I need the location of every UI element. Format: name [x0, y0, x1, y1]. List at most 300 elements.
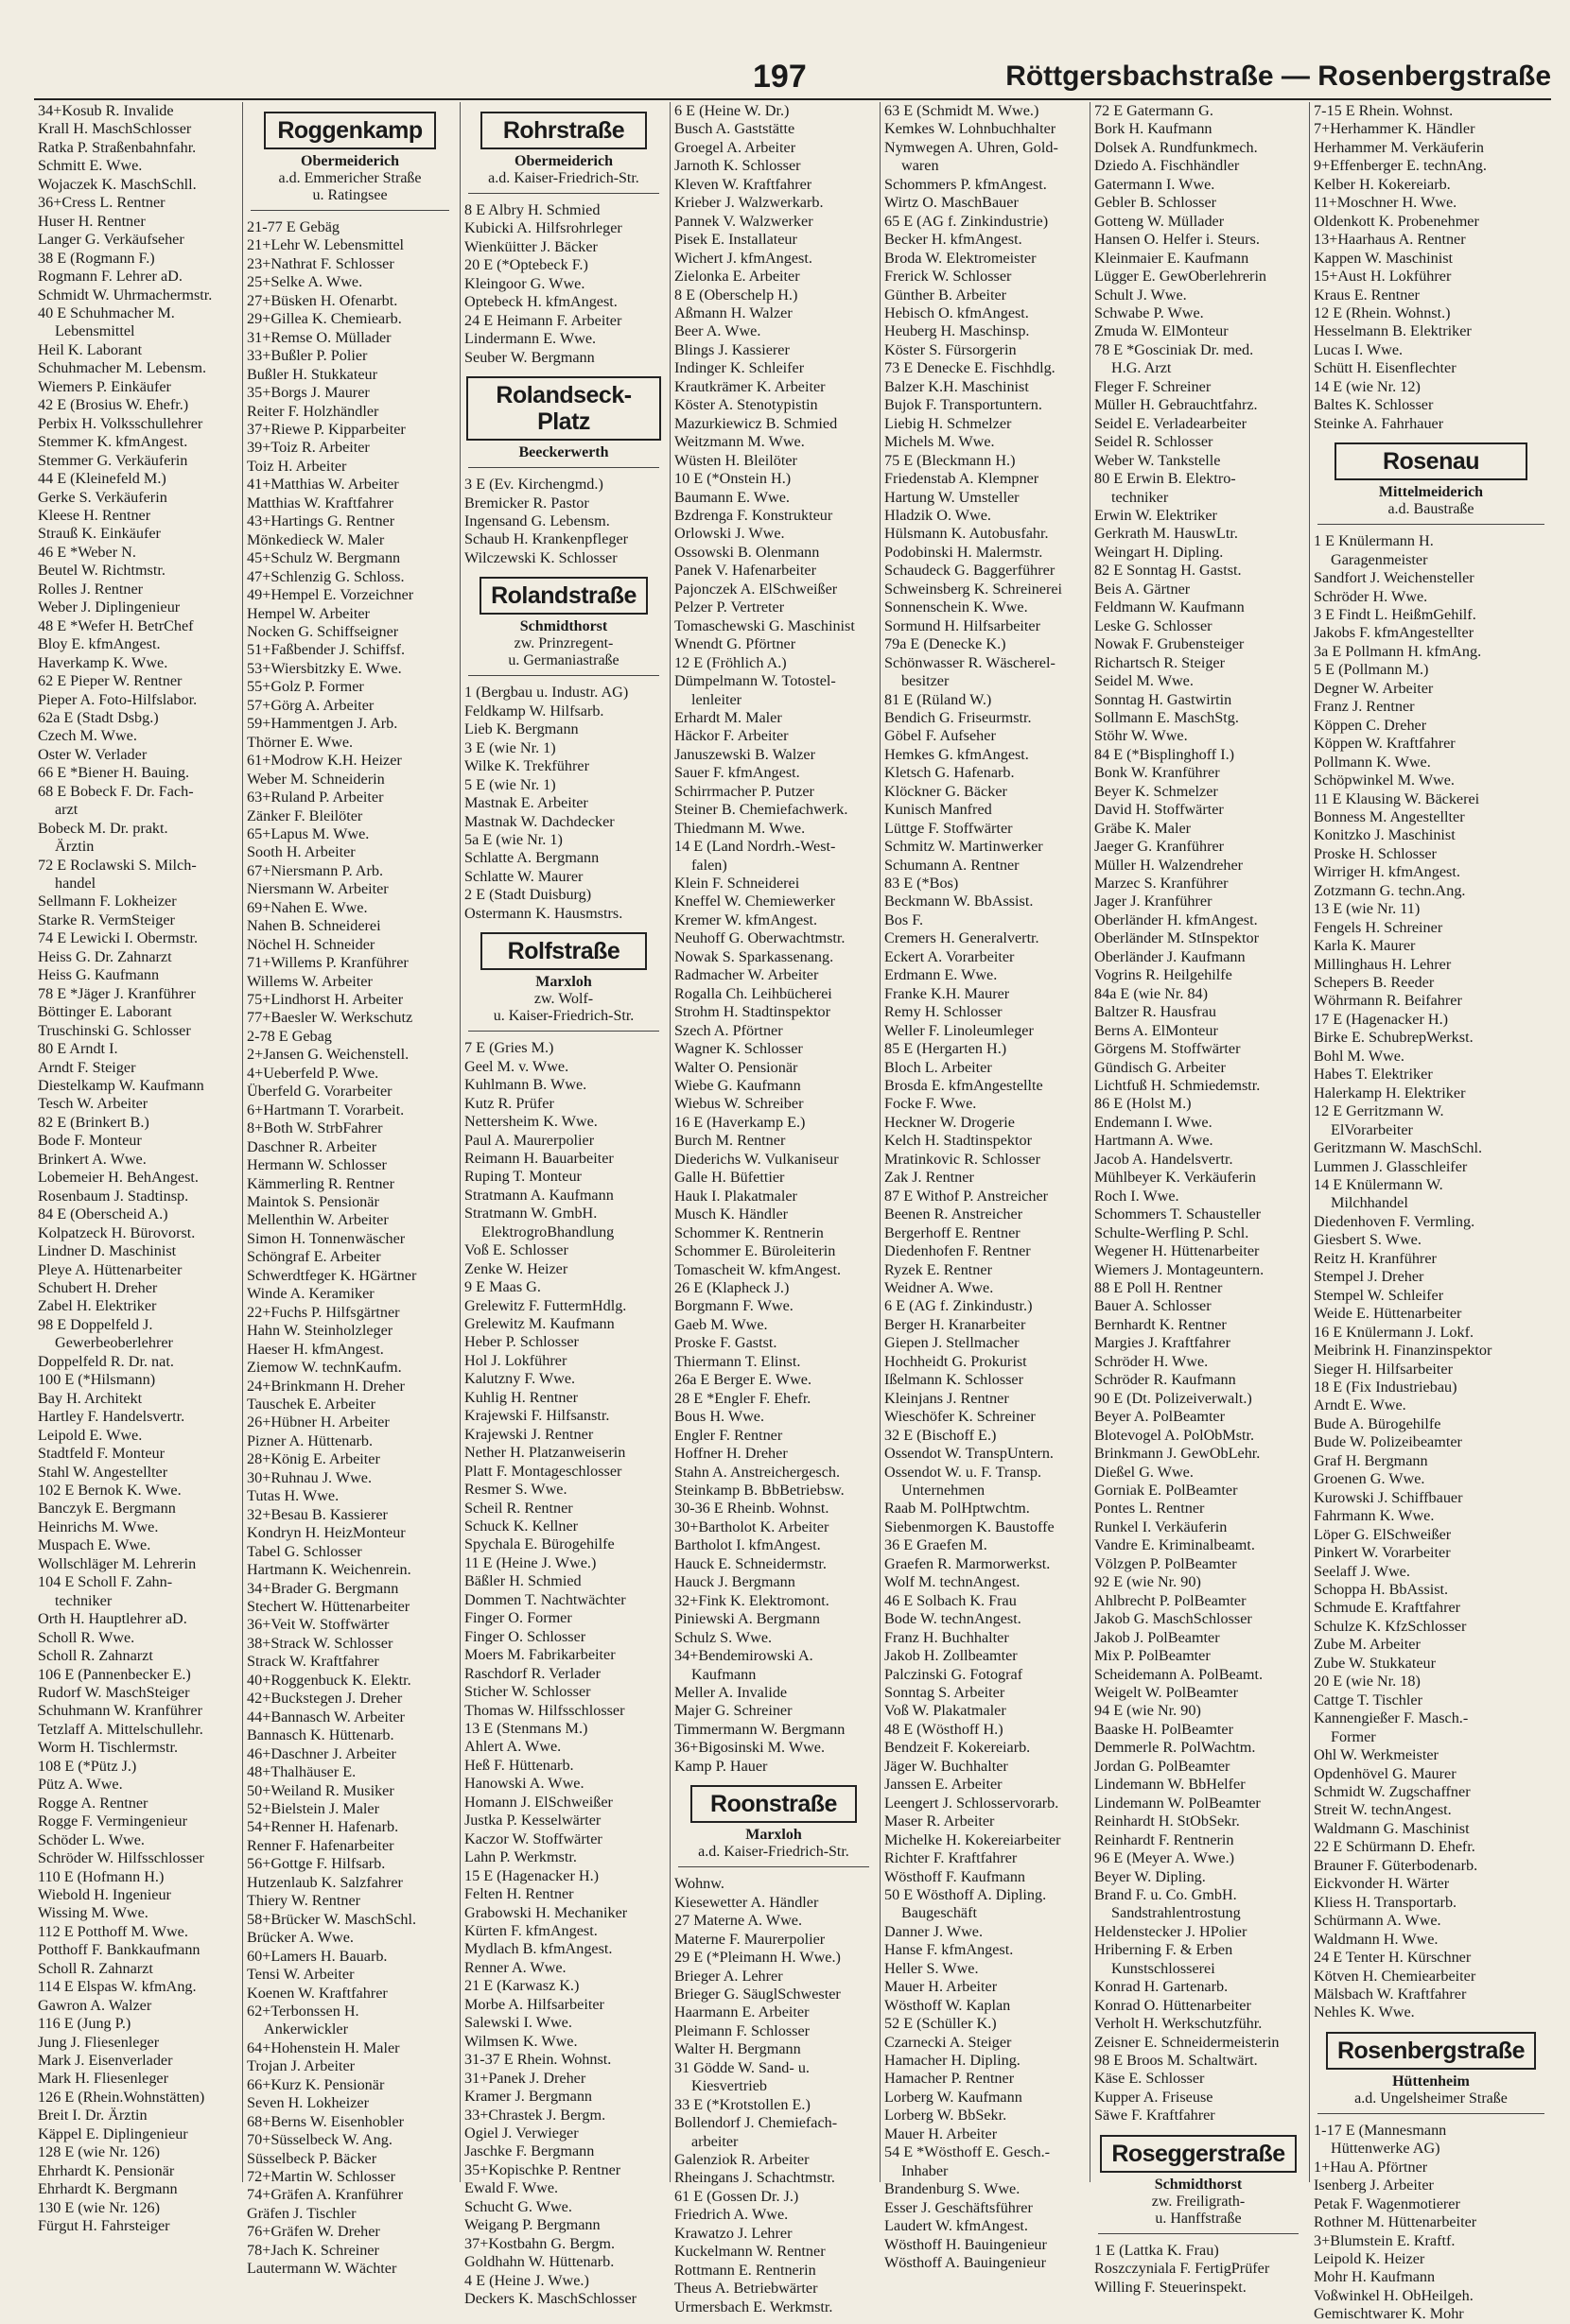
directory-entry: techniker [1111, 488, 1169, 506]
directory-entry: Podobinski H. Malermstr. [884, 543, 1043, 561]
directory-entry: Ewald F. Wwe. [464, 2179, 559, 2197]
directory-entry: Bujok F. Transportuntern. [884, 396, 1042, 414]
directory-entry: Gräbe K. Maler [1094, 819, 1192, 837]
directory-entry: Blotevogel A. PolObMstr. [1094, 1426, 1255, 1444]
directory-entry: 98 E Doppelfeld J. [38, 1315, 153, 1333]
directory-entry: Willems W. Arbeiter [247, 972, 373, 990]
directory-entry: Rothner M. Hüttenarbeiter [1314, 2213, 1477, 2231]
section-rule [251, 210, 449, 211]
directory-entry: Hartmann A. Wwe. [1094, 1132, 1213, 1150]
directory-entry: Krautkrämer K. Arbeiter [674, 377, 826, 395]
directory-entry: Lucas I. Wwe. [1314, 340, 1404, 358]
directory-entry: 35+Kopischke P. Rentner [464, 2160, 621, 2178]
directory-entry: Wiebe G. Kaufmann [674, 1077, 801, 1095]
directory-entry: 74+Gräfen A. Kranführer [247, 2186, 404, 2204]
directory-entry: Krawatzo J. Lehrer [674, 2224, 793, 2242]
directory-entry: Krieber J. Walzwerkarb. [674, 194, 824, 212]
directory-entry: 24+Brinkmann H. Dreher [247, 1377, 405, 1395]
directory-entry: Brauner F. Güterbodenarb. [1314, 1856, 1478, 1874]
directory-entry: 44 E (Kleinefeld M.) [38, 470, 166, 488]
directory-entry: waren [901, 157, 939, 175]
directory-entry: Heuberg H. Maschinsp. [884, 322, 1030, 340]
directory-entry: 14 E (wie Nr. 12) [1314, 377, 1421, 395]
directory-entry: Wagner K. Schlosser [674, 1040, 803, 1058]
directory-entry: 37+Riewe P. Kipparbeiter [247, 420, 406, 438]
directory-entry: Hemkes G. kfmAngest. [884, 745, 1029, 763]
directory-entry: 1+Hau A. Pförtner [1314, 2158, 1428, 2176]
directory-entry: 61+Modrow K.H. Heizer [247, 752, 402, 770]
directory-entry: Überfeld G. Vorarbeiter [247, 1083, 392, 1101]
directory-entry: Oberländer M. StInspektor [1094, 929, 1259, 947]
directory-entry: Gerkrath M. HauswLtr. [1094, 525, 1238, 543]
section-rule [1317, 524, 1544, 525]
directory-entry: Lautermann W. Wächter [247, 2260, 397, 2278]
directory-entry: Schröder R. Kaufmann [1094, 1371, 1236, 1389]
directory-entry: Müller H. Walzendreher [1094, 856, 1244, 874]
directory-entry: Schmude E. Kraftfahrer [1314, 1599, 1461, 1617]
directory-entry: Seidel R. Schlosser [1094, 433, 1213, 451]
directory-entry: 72 E Roclawski S. Milch- [38, 856, 197, 874]
directory-entry: 17 E (Hagenacker H.) [1314, 1010, 1449, 1028]
section-rule [1098, 2233, 1299, 2234]
directory-entry: Lieb K. Bergmann [464, 720, 579, 738]
directory-entry: Sonntag H. Gastwirtin [1094, 690, 1232, 708]
directory-entry: 104 E Scholl F. Zahn- [38, 1573, 173, 1591]
directory-entry: 61 E (Gossen Dr. J.) [674, 2187, 799, 2205]
directory-entry: Kleven W. Kraftfahrer [674, 175, 812, 193]
directory-entry: 76+Gräfen W. Dreher [247, 2223, 380, 2241]
directory-entry: Sandstrahlentrostung [1111, 1904, 1241, 1922]
directory-entry: Grelewitz F. FuttermHdlg. [464, 1296, 627, 1314]
directory-entry: Zak J. Rentner [884, 1169, 974, 1187]
directory-entry: Bode W. technAngest. [884, 1610, 1021, 1628]
directory-entry: 31 Gödde W. Sand- u. [674, 2058, 810, 2076]
directory-entry: Schwabe P. Wwe. [1094, 304, 1204, 321]
directory-entry: Tomaschewski G. Maschinist [674, 616, 855, 634]
directory-entry: Pontes L. Rentner [1094, 1500, 1205, 1518]
directory-entry: 50+Weiland R. Musiker [247, 1781, 394, 1799]
directory-entry: Bonk W. Kranführer [1094, 764, 1220, 782]
directory-entry: 3+Blumstein E. Kraftf. [1314, 2231, 1456, 2249]
directory-entry: Engler F. Rentner [674, 1426, 783, 1444]
directory-entry: Nocken G. Schiffseigner [247, 622, 399, 640]
directory-entry: Beis A. Gärtner [1094, 580, 1191, 598]
directory-entry: Sonntag S. Arbeiter [884, 1683, 1005, 1701]
directory-entry: Finger O. Former [464, 1609, 572, 1627]
directory-entry: Neuhoff G. Oberwachtmstr. [674, 929, 846, 947]
directory-entry: Kunisch Manfred [884, 801, 992, 819]
directory-entry: Halerkamp H. Elektriker [1314, 1084, 1466, 1101]
directory-entry: Heil K. Laborant [38, 340, 143, 358]
directory-entry: Schmitt E. Wwe. [38, 157, 143, 175]
directory-entry: Stahl W. Angestellter [38, 1463, 168, 1481]
street-district: Obermeiderich [515, 153, 613, 169]
street-district: u. Ratingsee [312, 187, 388, 203]
directory-entry: Mix P. PolBeamter [1094, 1647, 1211, 1665]
directory-entry: 48+Thalhäuser E. [247, 1763, 357, 1781]
directory-entry: Bauer A. Schlosser [1094, 1297, 1212, 1315]
directory-entry: Sormund H. Hilfsarbeiter [884, 616, 1040, 634]
directory-entry: techniker [55, 1591, 113, 1609]
directory-entry: Toiz H. Arbeiter [247, 457, 347, 475]
directory-entry: Pollmann K. Wwe. [1314, 753, 1431, 771]
directory-entry: Pajonczek A. ElSchweißer [674, 580, 838, 598]
directory-entry: Brosda E. kfmAngestellte [884, 1077, 1043, 1095]
page-number: 197 [753, 59, 807, 95]
street-district: Schmidthorst [519, 618, 608, 635]
directory-entry: Ärztin [55, 838, 95, 856]
directory-entry: 58+Brücker W. MaschSchl. [247, 1910, 417, 1928]
directory-entry: Brandenburg S. Wwe. [884, 2180, 1020, 2198]
directory-entry: Schulze K. KfzSchlosser [1314, 1617, 1467, 1635]
directory-entry: 62 E Pieper W. Rentner [38, 672, 183, 690]
directory-entry: Jäger W. Buchhalter [884, 1757, 1008, 1775]
street-district: a.d. Emmericher Straße [278, 170, 422, 186]
street-district: u. Hanffstraße [1155, 2210, 1242, 2227]
directory-entry: Kunstschlosserei [1111, 1959, 1215, 1977]
directory-entry: Danner J. Wwe. [884, 1922, 983, 1940]
directory-entry: Leengert J. Schlosservorarb. [884, 1794, 1059, 1812]
directory-entry: Panek V. Hafenarbeiter [674, 562, 816, 580]
directory-entry: 3a E Pollmann H. kfmAng. [1314, 642, 1482, 660]
directory-entry: Mydlach B. kfmAngest. [464, 1940, 613, 1958]
directory-entry: Ahlbrecht P. PolBeamter [1094, 1591, 1247, 1609]
directory-entry: Schönwasser R. Wäscherel- [884, 653, 1055, 671]
directory-entry: Materne F. Maurerpolier [674, 1930, 826, 1948]
directory-entry: Kötven H. Chemiearbeiter [1314, 1967, 1476, 1985]
directory-entry: 114 E Elspas W. kfmAng. [38, 1978, 197, 1996]
directory-entry: 72 E Gatermann G. [1094, 102, 1213, 119]
directory-entry: 23+Nathrat F. Schlosser [247, 254, 394, 272]
directory-entry: Kraus E. Rentner [1314, 286, 1420, 304]
directory-entry: Seidel E. Verladearbeiter [1094, 414, 1247, 432]
directory-entry: Krajewski F. Hilfsanstr. [464, 1407, 610, 1425]
directory-entry: Scheil R. Rentner [464, 1499, 573, 1517]
directory-entry: 27 Materne A. Wwe. [674, 1912, 803, 1930]
directory-entry: Steinke A. Fahrhauer [1314, 414, 1444, 432]
directory-entry: Seelaff J. Wwe. [1314, 1562, 1410, 1580]
directory-entry: Reinhardt F. Rentnerin [1094, 1830, 1234, 1848]
directory-entry: Lindner D. Maschinist [38, 1242, 177, 1260]
directory-entry: Garagenmeister [1331, 550, 1428, 568]
directory-entry: Roch I. Wwe. [1094, 1187, 1179, 1205]
directory-entry: Scholl R. Zahnarzt [38, 1647, 153, 1665]
directory-entry: Reitz H. Kranführer [1314, 1249, 1437, 1267]
directory-entry: Broda W. Elektromeister [884, 249, 1037, 267]
directory-entry: Hebisch O. kfmAngest. [884, 304, 1029, 321]
directory-entry: 60+Lamers H. Bauarb. [247, 1947, 388, 1965]
directory-entry: Stadtfeld F. Monteur [38, 1445, 166, 1463]
directory-entry: Heiss G. Kaufmann [38, 966, 160, 984]
directory-entry: Palczinski G. Fotograf [884, 1665, 1023, 1683]
directory-entry: Oster W. Verlader [38, 745, 148, 763]
directory-entry: Jager J. Kranführer [1094, 893, 1212, 911]
directory-entry: Felten H. Rentner [464, 1885, 574, 1903]
section-rule [468, 467, 659, 468]
directory-entry: 63 E (Schmidt M. Wwe.) [884, 102, 1039, 119]
street-district: Obermeiderich [301, 153, 399, 169]
section-rule [468, 1031, 659, 1032]
directory-entry: Janssen E. Arbeiter [884, 1776, 1003, 1794]
directory-entry: Kleese H. Rentner [38, 506, 151, 524]
directory-entry: Richter F. Kraftfahrer [884, 1849, 1018, 1867]
directory-entry: 100 E (*Hilsmann) [38, 1371, 156, 1389]
directory-entry: Lindermann E. Wwe. [464, 330, 597, 348]
street-district: Hüttenheim [1392, 2073, 1470, 2090]
directory-entry: Pieper A. Foto-Hilfslabor. [38, 690, 198, 708]
directory-entry: Stratmann W. GmbH. [464, 1205, 598, 1223]
directory-entry: 2-78 E Gebag [247, 1027, 332, 1045]
directory-entry: Klöckner G. Bäcker [884, 782, 1007, 800]
directory-entry: 14 E Knülermann W. [1314, 1176, 1443, 1194]
directory-entry: Säwe F. Kraftfahrer [1094, 2107, 1215, 2125]
directory-entry: Schulte-Werfling P. Schl. [1094, 1223, 1249, 1241]
directory-entry: 32 E (Bischoff E.) [884, 1426, 997, 1444]
directory-entry: Wolf M. technAngest. [884, 1573, 1020, 1591]
directory-entry: Sticher W. Schlosser [464, 1683, 591, 1701]
directory-entry: Nahen B. Schneiderei [247, 917, 381, 935]
directory-entry: Schröder H. Wwe. [1094, 1352, 1209, 1370]
directory-entry: Jung J. Fliesenleger [38, 2033, 160, 2051]
directory-entry: Grelewitz M. Kaufmann [464, 1315, 615, 1333]
directory-entry: Eckert A. Vorarbeiter [884, 947, 1015, 965]
directory-entry: Erwin W. Elektriker [1094, 506, 1217, 524]
directory-entry: Koenen W. Kraftfahrer [247, 1984, 388, 2002]
directory-entry: Doppelfeld R. Dr. nat. [38, 1352, 174, 1370]
directory-entry: Scholl R. Wwe. [38, 1628, 135, 1646]
directory-entry: Orlowski J. Wwe. [674, 525, 785, 543]
directory-entry: 68+Berns W. Eisenhobler [247, 2112, 405, 2130]
street-district: a.d. Ungelsheimer Straße [1354, 2090, 1508, 2107]
directory-entry: Zänker F. Bleilöter [247, 806, 363, 824]
directory-entry: Heber P. Schlosser [464, 1333, 579, 1351]
directory-entry: Borgmann F. Wwe. [674, 1297, 794, 1315]
directory-entry: Lorberg W. Kaufmann [884, 2088, 1022, 2106]
directory-entry: Rogge F. Vermingenieur [38, 1812, 188, 1830]
directory-entry: Köster A. Stenotypistin [674, 396, 818, 414]
directory-entry: Nymwegen A. Uhren, Gold- [884, 138, 1058, 156]
directory-entry: Bude W. Polizeibeamter [1314, 1433, 1462, 1451]
directory-entry: Michels M. Wwe. [884, 433, 995, 451]
directory-entry: Bartholot I. kfmAngest. [674, 1536, 821, 1554]
directory-entry: Kuhlmann B. Wwe. [464, 1076, 587, 1094]
directory-entry: 78+Jach K. Schreiner [247, 2241, 379, 2259]
directory-entry: Hartmann K. Weichenrein. [247, 1561, 411, 1579]
directory-entry: 66+Kurz K. Pensionär [247, 2075, 385, 2093]
directory-entry: Wösthoff W. Kaplan [884, 1996, 1011, 2014]
directory-entry: Völzgen P. PolBeamter [1094, 1554, 1237, 1572]
directory-entry: 84a E (wie Nr. 84) [1094, 984, 1209, 1002]
directory-entry: Liebig H. Schmelzer [884, 414, 1012, 432]
directory-entry: Hriberning F. & Erben [1094, 1941, 1233, 1959]
directory-entry: Heiss G. Dr. Zahnarzt [38, 947, 172, 965]
directory-entry: falen) [691, 856, 727, 874]
directory-entry: Busch A. Gaststätte [674, 120, 795, 138]
directory-entry: Baltes K. Schlosser [1314, 396, 1434, 414]
directory-entry: Wiemers J. Montageuntern. [1094, 1260, 1265, 1278]
directory-entry: Opdenhövel G. Maurer [1314, 1764, 1457, 1782]
directory-entry: arbeiter [691, 2132, 739, 2150]
directory-entry: 41+Matthias W. Arbeiter [247, 476, 399, 494]
directory-entry: 21-77 E Gebäg [247, 218, 340, 235]
directory-entry: Beyer K. Schmelzer [1094, 782, 1218, 800]
directory-entry: Bzdrenga F. Konstrukteur [674, 506, 833, 524]
directory-entry: Sooth H. Arbeiter [247, 843, 356, 861]
directory-entry: 18 E (Fix Industriebau) [1314, 1379, 1457, 1396]
directory-entry: Scholl R. Zahnarzt [38, 1959, 153, 1977]
directory-entry: Cremers H. Generalvertr. [884, 929, 1039, 947]
directory-entry: Cattge T. Tischler [1314, 1691, 1422, 1708]
directory-entry: Bußler H. Stukkateur [247, 365, 378, 383]
directory-entry: Musch K. Händler [674, 1205, 789, 1223]
directory-entry: Mauer H. Arbeiter [884, 2125, 998, 2142]
directory-entry: Spychala E. Bürogehilfe [464, 1535, 615, 1553]
directory-entry: Weller F. Linoleumleger [884, 1021, 1034, 1039]
directory-entry: 112 E Potthoff M. Wwe. [38, 1922, 188, 1940]
directory-entry: Goldhahn W. Hüttenarb. [464, 2253, 615, 2271]
directory-entry: 84 E (Oberscheid A.) [38, 1205, 168, 1223]
directory-entry: Margies J. Kraftfahrer [1094, 1334, 1230, 1352]
directory-entry: Lorberg W. BbSekr. [884, 2107, 1007, 2125]
directory-entry: Maintok S. Pensionär [247, 1193, 379, 1211]
directory-entry: 1-17 E (Mannesmann [1314, 2121, 1447, 2139]
directory-entry: Schmitz W. Martinwerker [884, 838, 1043, 856]
directory-entry: 48 E (Wösthoff H.) [884, 1720, 1003, 1738]
directory-entry: Vogrins R. Heilgehilfe [1094, 966, 1232, 984]
directory-entry: 78 E *Jäger J. Kranführer [38, 984, 196, 1002]
directory-entry: David H. Stoffwärter [1094, 801, 1224, 819]
directory-entry: Beenen R. Anstreicher [884, 1205, 1023, 1223]
directory-entry: Beckmann W. BbAssist. [884, 893, 1034, 911]
directory-entry: Voß W. Plakatmaler [884, 1702, 1006, 1720]
directory-entry: Graf H. Bergmann [1314, 1451, 1428, 1469]
directory-entry: Kletsch G. Hafenarb. [884, 764, 1015, 782]
directory-entry: Kemkes W. Lohnbuchhalter [884, 120, 1056, 138]
street-heading-block [1310, 2028, 1552, 2107]
directory-entry: 5 E (wie Nr. 1) [464, 775, 556, 793]
directory-entry: Wollschläger M. Lehrerin [38, 1554, 197, 1572]
directory-entry: Schöpwinkel M. Wwe. [1314, 772, 1455, 789]
directory-entry: 47+Schlenzig G. Schloss. [247, 567, 405, 585]
directory-entry: Hartley F. Handelsvertr. [38, 1408, 185, 1426]
directory-entry: 10 E (*Onstein H.) [674, 470, 792, 488]
directory-entry: Hansen O. Helfer i. Steurs. [1094, 231, 1260, 249]
directory-entry: 31-37 E Rhein. Wohnst. [464, 2051, 612, 2069]
directory-entry: 3 E (wie Nr. 1) [464, 738, 556, 756]
directory-entry: Simon H. Tonnenwäscher [247, 1229, 406, 1247]
directory-entry: Kuckelmann W. Rentner [674, 2243, 826, 2261]
directory-entry: Matthias W. Kraftfahrer [247, 494, 394, 512]
directory-entry: Thiermann T. Elinst. [674, 1352, 801, 1370]
directory-entry: Kupper A. Friseuse [1094, 2088, 1213, 2106]
directory-entry: Czarnecki A. Steiger [884, 2033, 1012, 2051]
directory-entry: Kamp P. Hauer [674, 1757, 768, 1775]
directory-entry: Schumann A. Rentner [884, 856, 1020, 874]
directory-entry: 84 E (*Bisplinghoff I.) [1094, 745, 1235, 763]
directory-entry: 1 E (Lattka K. Frau) [1094, 2241, 1219, 2259]
directory-entry: 31+Panek J. Dreher [464, 2069, 586, 2087]
street-district: Mittelmeiderich [1378, 484, 1484, 501]
directory-entry: 34+Bendemirowski A. [674, 1647, 813, 1665]
directory-entry: Jaeger G. Kranführer [1094, 838, 1225, 856]
directory-column-2 [242, 102, 457, 2278]
directory-entry: Hamacher H. Dipling. [884, 2052, 1020, 2070]
directory-entry: Renner F. Hafenarbeiter [247, 1836, 394, 1854]
directory-entry: 32+Fink K. Elektromont. [674, 1591, 829, 1609]
directory-entry: Hauk I. Plakatmaler [674, 1187, 797, 1205]
directory-entry: Bendich G. Friseurmstr. [884, 708, 1032, 726]
directory-entry: 1 (Bergbau u. Industr. AG) [464, 684, 629, 702]
street-district: a.d. Kaiser-Friedrich-Str. [698, 1844, 849, 1861]
directory-entry: 94 E (wie Nr. 90) [1094, 1702, 1201, 1720]
street-district: Marxloh [535, 974, 592, 991]
directory-entry: 33 E (*Krotstollen E.) [674, 2095, 811, 2113]
directory-entry: Rogmann F. Lehrer aD. [38, 268, 183, 286]
directory-entry: Kubicki A. Hilfsrohrleger [464, 219, 622, 237]
directory-entry: Bergerhoff E. Rentner [884, 1223, 1020, 1241]
directory-entry: Wöhrmann R. Beifahrer [1314, 992, 1462, 1010]
directory-entry: Bude A. Bürogehilfe [1314, 1414, 1441, 1432]
directory-entry: Erdmann E. Wwe. [884, 966, 998, 984]
directory-column-1 [34, 102, 238, 2235]
directory-entry: Geritzmann W. MaschSchl. [1314, 1139, 1483, 1157]
directory-entry: 9 E Maas G. [464, 1278, 541, 1296]
directory-entry: Schröder W. Hilfsschlosser [38, 1849, 204, 1867]
directory-entry: Häckor F. Arbeiter [674, 727, 789, 745]
directory-entry: Heldenstecker J. HPolier [1094, 1922, 1247, 1940]
directory-entry: Beyer W. Dipling. [1094, 1867, 1206, 1885]
directory-entry: Nether H. Platzanweiserin [464, 1444, 626, 1462]
directory-entry: Milchhandel [1331, 1194, 1408, 1212]
directory-entry: Göbel F. Aufseher [884, 727, 996, 745]
directory-entry: Wienküitter J. Bäcker [464, 237, 598, 255]
directory-entry: Bous H. Wwe. [674, 1408, 765, 1426]
directory-entry: Huser H. Rentner [38, 212, 146, 230]
directory-entry: Zeisner E. Schneidermeisterin [1094, 2033, 1280, 2051]
street-district: Schmidthorst [1154, 2176, 1243, 2193]
directory-entry: Ogiel J. Verwieger [464, 2124, 579, 2142]
directory-entry: Wojaczek K. MaschSchll. [38, 175, 197, 193]
directory-entry: Sieger H. Hilfsarbeiter [1314, 1360, 1453, 1378]
directory-entry: Ratka P. Straßenbahnfahr. [38, 138, 197, 156]
directory-entry: Hesselmann B. Elektriker [1314, 322, 1472, 340]
directory-entry: Scheidemann A. PolBeamt. [1094, 1665, 1264, 1683]
directory-entry: Mönkedieck W. Maler [247, 530, 385, 548]
street-district: Marxloh [745, 1827, 802, 1844]
directory-entry: Weingart H. Dipling. [1094, 543, 1224, 561]
directory-entry: Rosenbaum J. Stadtinsp. [38, 1187, 189, 1205]
directory-entry: Bode F. Monteur [38, 1132, 142, 1150]
directory-entry: 88 E Poll H. Rentner [1094, 1279, 1223, 1296]
directory-entry: Waldmann G. Maschinist [1314, 1819, 1470, 1837]
directory-entry: Banczyk E. Bergmann [38, 1500, 176, 1518]
directory-entry: 32+Besau B. Kassierer [247, 1505, 388, 1523]
directory-entry: 80 E Erwin B. Elektro- [1094, 470, 1236, 488]
directory-entry: 70+Süsselbeck W. Ang. [247, 2131, 392, 2149]
directory-entry: Zabel H. Elektriker [38, 1297, 157, 1315]
directory-entry: Seven H. Lokheizer [247, 2094, 370, 2112]
directory-entry: Radmacher W. Arbeiter [674, 966, 819, 984]
directory-entry: Pütz A. Wwe. [38, 1776, 123, 1794]
directory-entry: Galenziok R. Arbeiter [674, 2151, 810, 2169]
directory-entry: 64+Hohenstein H. Maler [247, 2038, 400, 2056]
directory-entry: 65 E (AG f. Zinkindustrie) [884, 212, 1049, 230]
directory-entry: Wilke K. Trekführer [464, 757, 589, 775]
directory-entry: Zmuda W. ElMonteur [1094, 322, 1229, 340]
directory-entry: Schlatte W. Maurer [464, 867, 584, 885]
directory-entry: 7+Herhammer K. Händler [1314, 120, 1475, 138]
directory-entry: Jakob J. PolBeamter [1094, 1628, 1220, 1646]
